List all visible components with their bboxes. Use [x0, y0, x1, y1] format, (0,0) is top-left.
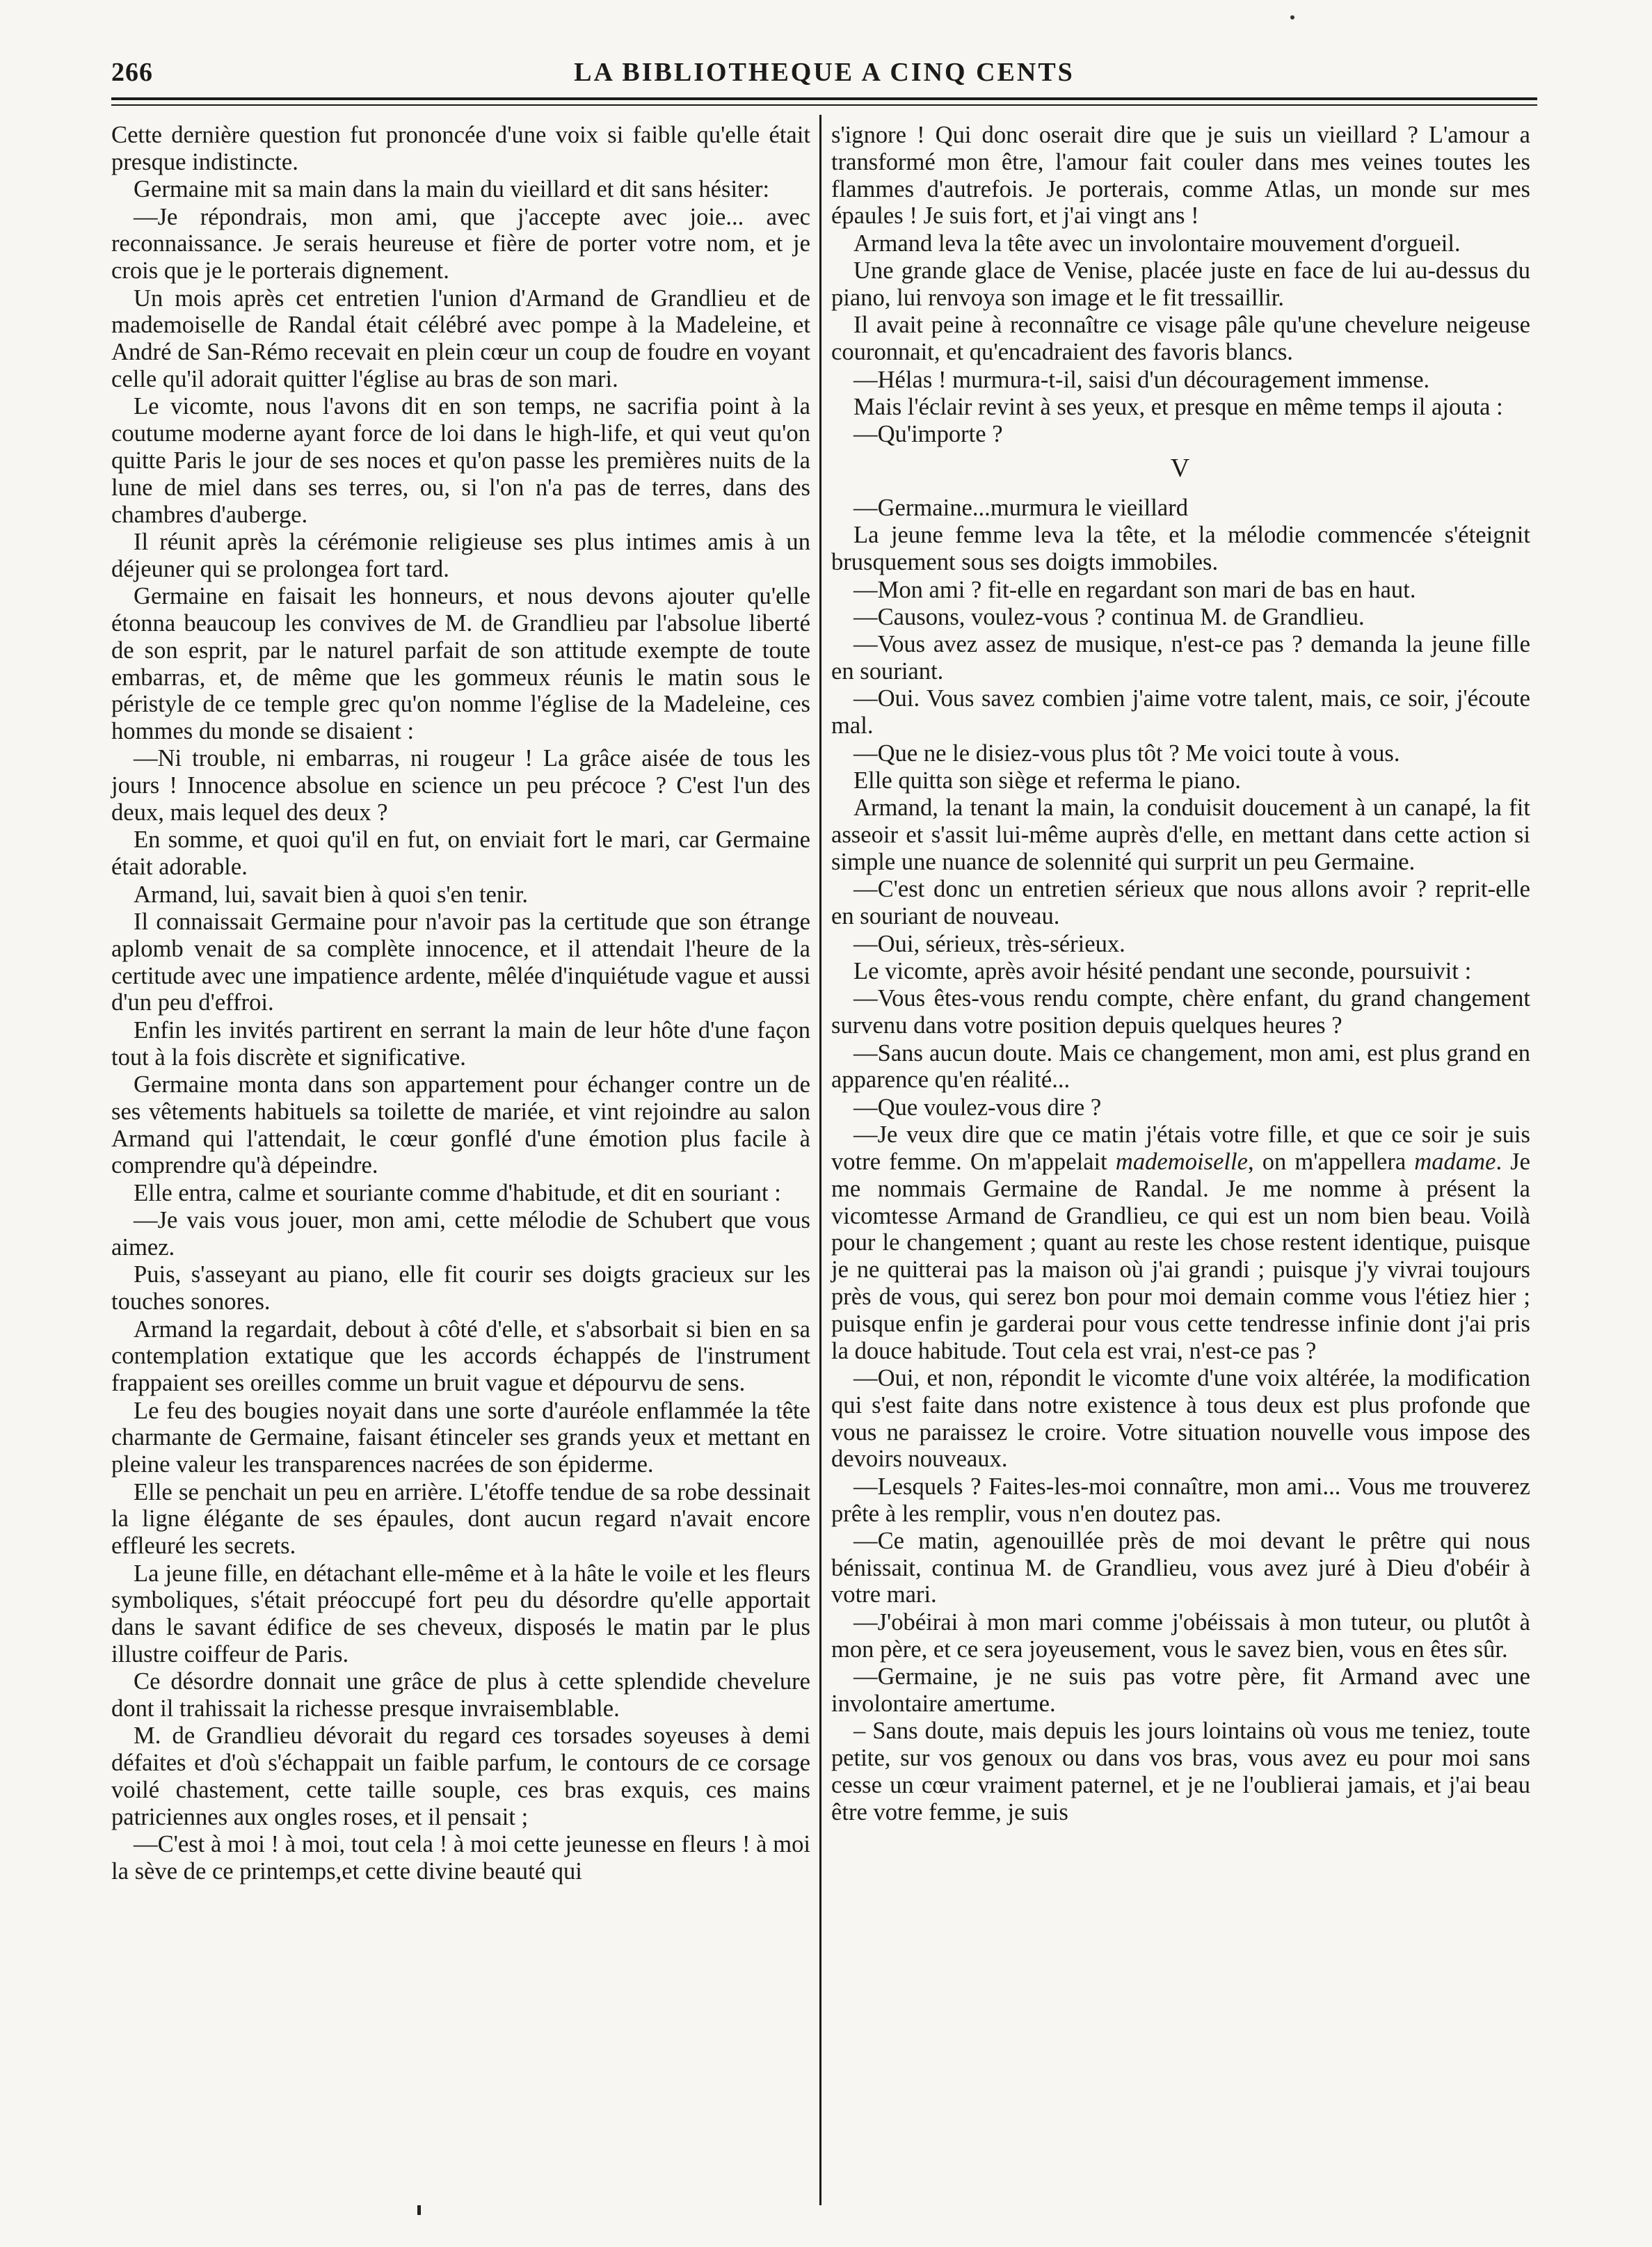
- paragraph: Armand, la tenant la main, la conduisit doucement à un canapé, la fit asseoir et s'assit lui-même auprès d'elle, en mettant dans cette action si simple une nuance de solennité qui surprit un peu Germaine.: [831, 794, 1530, 876]
- paragraph: Armand, lui, savait bien à quoi s'en tenir.: [134, 881, 529, 908]
- paragraph: Elle quitta son siège et referma le piano.: [853, 767, 1241, 794]
- paragraph: —Oui. Vous savez combien j'aime votre talent, mais, ce soir, j'écoute mal.: [831, 685, 1530, 739]
- column-divider: [819, 115, 821, 2205]
- paragraph: La jeune fille, en détachant elle-même et à la hâte le voile et les fleurs symboliques, s'était préoccupé fort peu du désordre qu'elle apportait dans le savant édifice de ses cheveux, disposés le matin par le plus illustre coiffeur de Paris.: [111, 1560, 810, 1668]
- paragraph: —Je vais vous jouer, mon ami, cette mélodie de Schubert que vous aimez.: [111, 1207, 810, 1261]
- paragraph: —Oui, sérieux, très-sérieux.: [853, 930, 1125, 957]
- paragraph: —Qu'importe ?: [853, 421, 1003, 448]
- italic-word: mademoiselle: [1115, 1148, 1248, 1175]
- paragraph: —C'est donc un entretien sérieux que nous allons avoir ? reprit-elle en souriant de nouveau.: [831, 876, 1530, 930]
- running-title: LA BIBLIOTHEQUE A CINQ CENTS: [574, 58, 1075, 87]
- paragraph: —Vous avez assez de musique, n'est-ce pas ? demanda la jeune fille en souriant.: [831, 631, 1530, 685]
- paragraph: —J'obéirai à mon mari comme j'obéissais à mon tuteur, ou plutôt à mon père, et ce sera joyeusement, vous le savez bien, vous en êtes sûr.: [831, 1608, 1530, 1663]
- paragraph: —Germaine, je ne suis pas votre père, fit Armand avec une involontaire amertume.: [831, 1663, 1530, 1717]
- paragraph: M. de Grandlieu dévorait du regard ces torsades soyeuses à demi défaites et d'où s'échappait un faible parfum, le contours de ce corsage voilé chastement, cette taille souple, ces bras exquis, ces mains patriciennes aux ongles roses, et il pensait ;: [111, 1722, 810, 1830]
- text-span: . Je me nommais Germaine de Randal. Je me nomme à présent la vicomtesse Armand de Grandlieu, ce qui est un nom bien beau. Voilà pour le changement ; quant au reste les chose restent identique, puisque je ne quitterai pas la maison où j'ai grandi ; puisque j'y vivrai toujours près de vous, qui serez bon pour moi demain comme vous l'étiez hier ; puisque enfin je garderai pour vous cette tendresse infinie dont j'ai pris la douce habitude. Tout cela est vrai, n'est-ce pas ?: [831, 1148, 1530, 1364]
- italic-word: madame: [1414, 1148, 1496, 1175]
- paragraph: Germaine monta dans son appartement pour échanger contre un de ses vêtements habituels sa toilette de mariée, et vint rejoindre au salon Armand qui l'attendait, le cœur gonflé d'une émotion plus facile à comprendre qu'à dépeindre.: [111, 1071, 810, 1179]
- paragraph: —Sans aucun doute. Mais ce changement, mon ami, est plus grand en apparence qu'en réalité...: [831, 1039, 1530, 1094]
- paragraph-with-italics: [831, 1121, 1530, 1364]
- paragraph: —Que ne le disiez-vous plus tôt ? Me voici toute à vous.: [853, 739, 1400, 767]
- paragraph: —Je répondrais, mon ami, que j'accepte avec joie... avec reconnaissance. Je serais heureuse et fière de porter votre nom, et je crois que je le porterais dignement.: [111, 203, 810, 285]
- paragraph: Armand la regardait, debout à côté d'elle, et s'absorbait si bien en sa contemplation extatique que les accords échappés de l'instrument frappaient ses oreilles comme un bruit vague et dépourvu de sens.: [111, 1316, 810, 1397]
- paragraph: Mais l'éclair revint à ses yeux, et presque en même temps il ajouta :: [853, 393, 1503, 420]
- paragraph: – Sans doute, mais depuis les jours lointains où vous me teniez, toute petite, sur vos genoux ou dans vos bras, vous avez eu pour moi sans cesse un cœur vraiment paternel, et je ne l'oublierai jamais, et j'ai beau être votre femme, je suis: [831, 1718, 1530, 1825]
- print-mark: [417, 2205, 421, 2215]
- page-number: 266: [111, 58, 153, 87]
- paragraph: —Causons, voulez-vous ? continua M. de Grandlieu.: [853, 603, 1365, 630]
- text-span: —Je veux dire que ce matin j'étais votre fille, et que ce soir je suis votre femme. On m'appelait: [831, 1121, 1530, 1175]
- left-column: [111, 122, 810, 1885]
- paragraph: —C'est à moi ! à moi, tout cela ! à moi cette jeunesse en fleurs ! à moi la sève de ce printemps,et cette divine beauté qui: [111, 1831, 810, 1885]
- text-span: , on m'appellera: [1248, 1148, 1415, 1175]
- paragraph: Ce désordre donnait une grâce de plus à cette splendide chevelure dont il trahissait la richesse presque invraisemblable.: [111, 1668, 810, 1722]
- paragraph: Il avait peine à reconnaître ce visage pâle qu'une chevelure neigeuse couronnait, et qu'encadraient des favoris blancs.: [831, 312, 1530, 366]
- paragraph: Germaine mit sa main dans la main du vieillard et dit sans hésiter:: [134, 176, 770, 203]
- paragraph: —Que voulez-vous dire ?: [853, 1094, 1102, 1121]
- paragraph: —Ni trouble, ni embarras, ni rougeur ! La grâce aisée de tous les jours ! Innocence absolue en science un peu précoce ? C'est l'un des deux, mais lequel des deux ?: [111, 745, 810, 826]
- ink-speck: [1290, 15, 1294, 19]
- chapter-heading: V: [1170, 454, 1192, 483]
- header-rule-thin: [111, 104, 1537, 106]
- paragraph: Elle entra, calme et souriante comme d'habitude, et dit en souriant :: [134, 1179, 781, 1206]
- paragraph: Une grande glace de Venise, placée juste en face de lui au-dessus du piano, lui renvoya son image et le fit tressaillir.: [831, 257, 1530, 311]
- paragraph: s'ignore ! Qui donc oserait dire que je suis un vieillard ? L'amour a transformé mon être, l'amour fait couler dans mes veines toutes les flammes d'autrefois. Je porterais, comme Atlas, un monde sur mes épaules ! Je suis fort, et j'ai vingt ans !: [831, 122, 1530, 230]
- paragraph: —Lesquels ? Faites-les-moi connaître, mon ami... Vous me trouverez prête à les remplir, vous n'en doutez pas.: [831, 1473, 1530, 1527]
- paragraph: —Germaine...murmura le vieillard: [853, 494, 1189, 521]
- paragraph: Enfin les invités partirent en serrant la main de leur hôte d'une façon tout à la fois discrète et significative.: [111, 1016, 810, 1071]
- paragraph: Le vicomte, nous l'avons dit en son temps, ne sacrifia point à la coutume moderne ayant force de loi dans le high-life, et qui veut qu'on quitte Paris le jour de ses noces et qu'on passe les premières nuits de la lune de miel dans ses terres, ou, si l'on n'a pas de terres, dans des chambres d'auberge.: [111, 393, 810, 528]
- paragraph: Un mois après cet entretien l'union d'Armand de Grandlieu et de mademoiselle de Randal était célébré avec pompe à la Madeleine, et André de San-Rémo recevait en plein cœur un coup de foudre en voyant celle qu'il adorait quitter l'église au bras de son mari.: [111, 285, 810, 392]
- paragraph: —Mon ami ? fit-elle en regardant son mari de bas en haut.: [853, 576, 1416, 603]
- page-header: [111, 57, 1537, 93]
- paragraph: Germaine en faisait les honneurs, et nous devons ajouter qu'elle étonna beaucoup les convives de M. de Grandlieu par l'absolue liberté de son esprit, par le naturel parfait de son attitude exempte de toute embarras, et, de même que les gommeux réunis le matin sous le péristyle de ce temple grec qu'on nomme l'église de la Madeleine, ces hommes du monde se disaient :: [111, 583, 810, 745]
- paragraph: Armand leva la tête avec un involontaire mouvement d'orgueil.: [853, 230, 1461, 257]
- paragraph: Elle se penchait un peu en arrière. L'étoffe tendue de sa robe dessinait la ligne élégante de ses épaules, dont aucun regard n'avait encore effleuré les secrets.: [111, 1478, 810, 1560]
- paragraph: La jeune femme leva la tête, et la mélodie commencée s'éteignit brusquement sous ses doigts immobiles.: [831, 522, 1530, 576]
- paragraph: Il réunit après la cérémonie religieuse ses plus intimes amis à un déjeuner qui se prolongea fort tard.: [111, 528, 810, 582]
- paragraph: —Ce matin, agenouillée près de moi devant le prêtre qui nous bénissait, continua M. de Grandlieu, vous avez juré à Dieu d'obéir à votre mari.: [831, 1527, 1530, 1608]
- paragraph: Le vicomte, après avoir hésité pendant une seconde, poursuivit :: [853, 958, 1472, 984]
- paragraph: —Hélas ! murmura-t-il, saisi d'un découragement immense.: [853, 366, 1430, 393]
- paragraph: —Oui, et non, répondit le vicomte d'une voix altérée, la modification qui s'est faite dans notre existence à tous deux est plus profonde que vous ne paraissez le croire. Votre situation nouvelle vous impose des devoirs nouveaux.: [831, 1364, 1530, 1473]
- header-rule-thick: [111, 97, 1537, 100]
- paragraph: —Vous êtes-vous rendu compte, chère enfant, du grand changement survenu dans votre position depuis quelques heures ?: [831, 985, 1530, 1039]
- paragraph: Cette dernière question fut prononcée d'une voix si faible qu'elle était presque indistincte.: [111, 122, 810, 175]
- paragraph: En somme, et quoi qu'il en fut, on enviait fort le mari, car Germaine était adorable.: [111, 826, 810, 881]
- paragraph: Il connaissait Germaine pour n'avoir pas la certitude que son étrange aplomb venait de sa complète innocence, et il attendait l'heure de la certitude avec une impatience ardente, mêlée d'inquiétude vague et aussi d'un peu d'effroi.: [111, 909, 810, 1016]
- paragraph: Le feu des bougies noyait dans une sorte d'auréole enflammée la tête charmante de Germaine, faisant étinceler ses grands yeux et mettant en pleine valeur les transparences nacrées de son épiderme.: [111, 1397, 810, 1478]
- right-column: [831, 122, 1530, 1826]
- paragraph: Puis, s'asseyant au piano, elle fit courir ses doigts gracieux sur les touches sonores.: [111, 1261, 810, 1316]
